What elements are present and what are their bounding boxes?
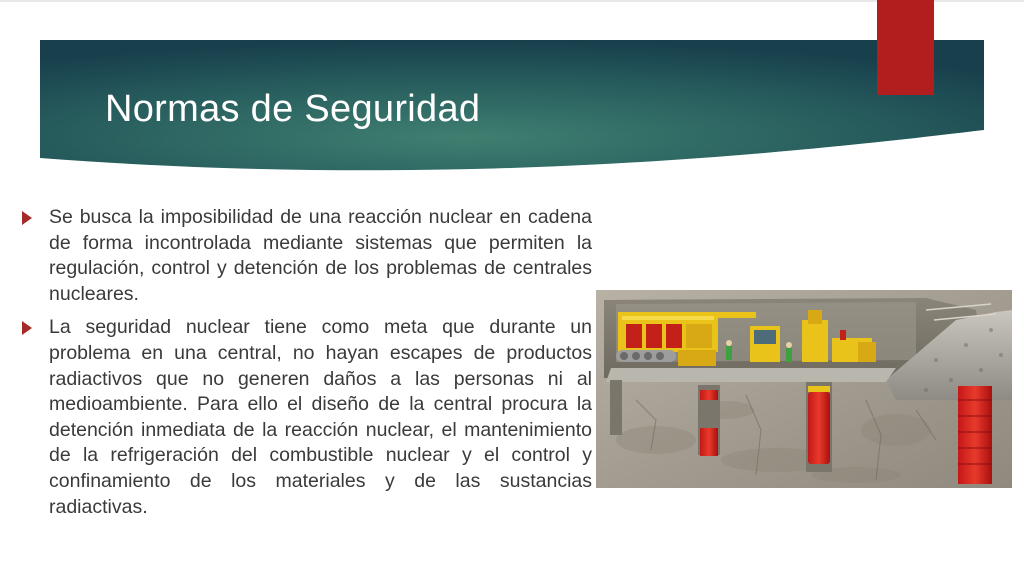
- top-border-line: [0, 0, 1024, 2]
- list-item: [22, 205, 592, 307]
- triangle-right-icon: [22, 321, 32, 335]
- bullet-text: Se busca la imposibilidad de una reacción nuclear en cadena de forma incontrolada mediante sistemas que permiten la regulación, control y detención de los problemas de centrales nucleares.: [49, 206, 592, 305]
- list-item: [22, 315, 592, 520]
- triangle-right-icon: [22, 211, 32, 225]
- accent-tab: [877, 0, 934, 95]
- repository-illustration: [596, 290, 1012, 488]
- bullet-list: [22, 205, 592, 528]
- slide-title: Normas de Seguridad: [105, 88, 481, 130]
- bullet-text: La seguridad nuclear tiene como meta que durante un problema en una central, no hayan escapes de productos radiactivos que no generen daños a las personas ni al medioambiente. Para ello el diseño de la central procura la detención inmediata de la reacción nuclear, el mantenimiento de la refrigeración del combustible nuclear y el control y confinamiento de los materiales y de las sustancias radiactivas.: [49, 316, 592, 518]
